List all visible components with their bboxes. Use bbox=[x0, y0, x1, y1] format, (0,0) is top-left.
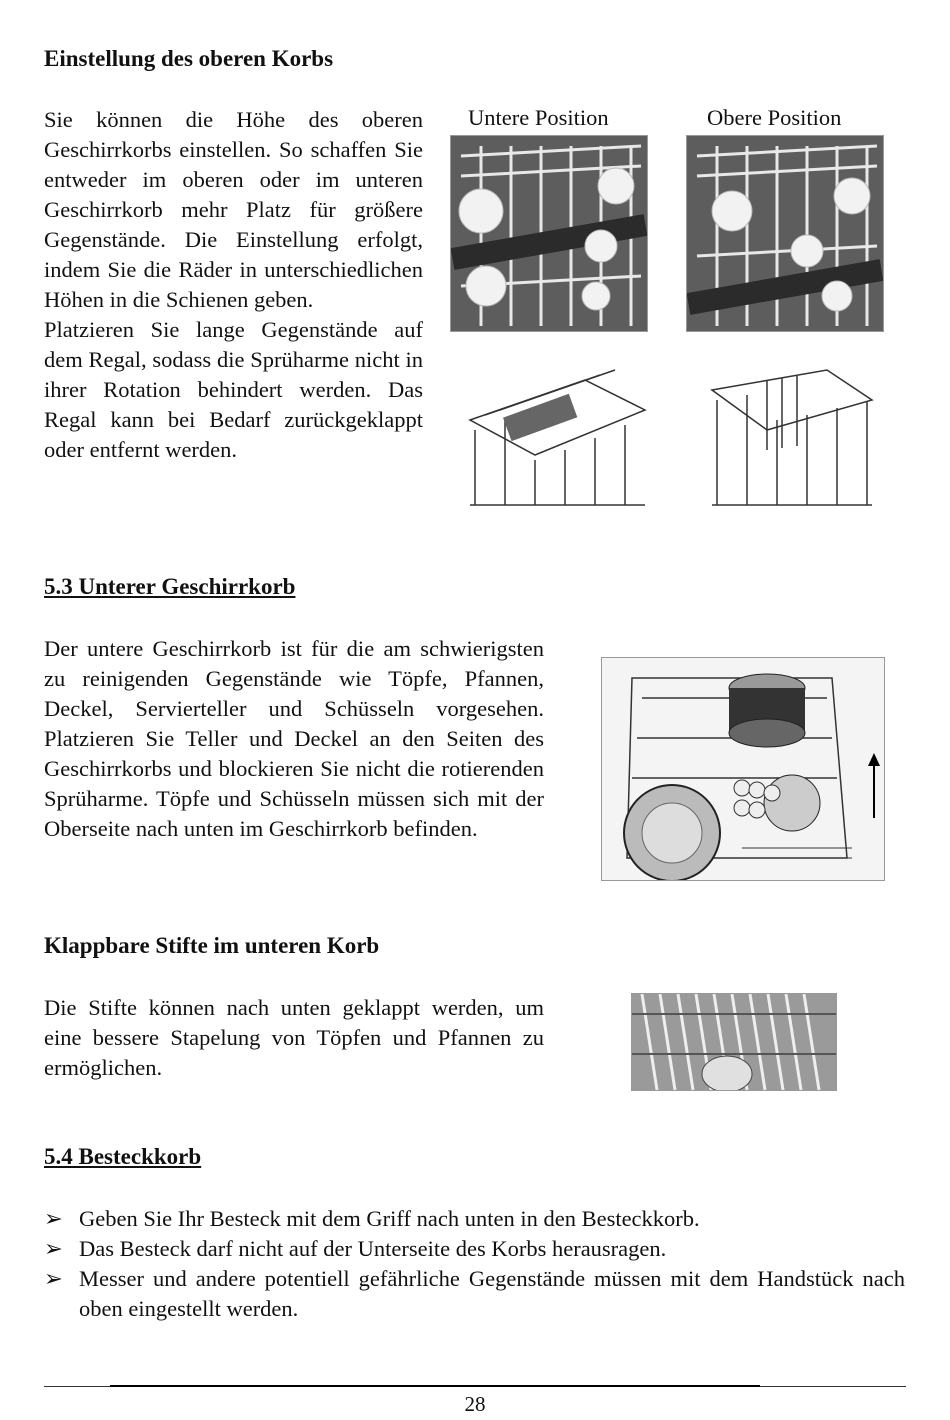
upper-basket-paragraph-2: Platzieren Sie lange Gegenstände auf dem Regal, sodass die Sprüharme nicht in ihrer Rotation behindert werden. Das Regal kann bei Bedarf zurückgeklappt oder entfernt werden. bbox=[44, 317, 423, 462]
bullet-item: ➢ Messer und andere potentiell gefährliche Gegenstände müssen mit dem Handstück nach oben eingestellt werden. bbox=[44, 1266, 905, 1321]
section-title-lower-basket: 5.3 Unterer Geschirrkorb bbox=[44, 574, 296, 599]
illustration-shelf-folded bbox=[465, 360, 647, 510]
page-number: 28 bbox=[464, 1392, 486, 1416]
caption-lower-position: Untere Position bbox=[468, 105, 609, 130]
bullet-arrow-icon: ➢ bbox=[44, 1206, 63, 1231]
folding-pins-text: Die Stifte können nach unten geklappt werden, um eine bessere Stapelung von Töpfen und Pfannen zu ermöglichen. bbox=[44, 995, 544, 1080]
section-title-upper-basket: Einstellung des oberen Korbs bbox=[44, 46, 334, 71]
cutlery-bullet-list bbox=[44, 1204, 905, 1324]
lower-basket-text: Der untere Geschirrkorb ist für die am schwierigsten zu reinigenden Gegenstände wie Töpfe, Pfannen, Deckel, Servierteller und Schüsseln vorgesehen. Platzieren Sie Teller und Deckel an den Seiten des Geschirrkorbs und blockieren Sie nicht die rotierenden Sprüharme. Töpfe und Schüsseln müssen sich mit der Oberseite nach unten im Geschirrkorb befinden. bbox=[44, 636, 544, 841]
illustration-shelf-raised bbox=[707, 360, 875, 510]
caption-upper-position: Obere Position bbox=[707, 105, 842, 130]
upper-basket-text bbox=[44, 105, 423, 465]
photo-upper-basket-lower-position bbox=[450, 135, 648, 332]
bullet-arrow-icon: ➢ bbox=[44, 1266, 63, 1291]
photo-upper-basket-upper-position bbox=[686, 135, 884, 332]
section-title-folding-pins: Klappbare Stifte im unteren Korb bbox=[44, 933, 380, 958]
bullet-item: ➢ Das Besteck darf nicht auf der Unterseite des Korbs herausragen. bbox=[44, 1234, 905, 1264]
illustration-lower-basket-loaded bbox=[601, 657, 885, 881]
section-title-cutlery-basket: 5.4 Besteckkorb bbox=[44, 1144, 202, 1169]
bullet-arrow-icon: ➢ bbox=[44, 1236, 63, 1261]
bullet-item: ➢ Geben Sie Ihr Besteck mit dem Griff nach unten in den Besteckkorb. bbox=[44, 1204, 905, 1234]
footer-divider-thick bbox=[110, 1385, 760, 1387]
photo-folding-pins bbox=[631, 993, 837, 1091]
upper-basket-paragraph-1: Sie können die Höhe des oberen Geschirrkorbs einstellen. So schaffen Sie entweder im oberen oder im unteren Geschirrkorb mehr Platz für größere Gegenstände. Die Einstellung erfolgt, indem Sie die Räder in unterschiedlichen Höhen in die Schienen geben. bbox=[44, 107, 423, 312]
